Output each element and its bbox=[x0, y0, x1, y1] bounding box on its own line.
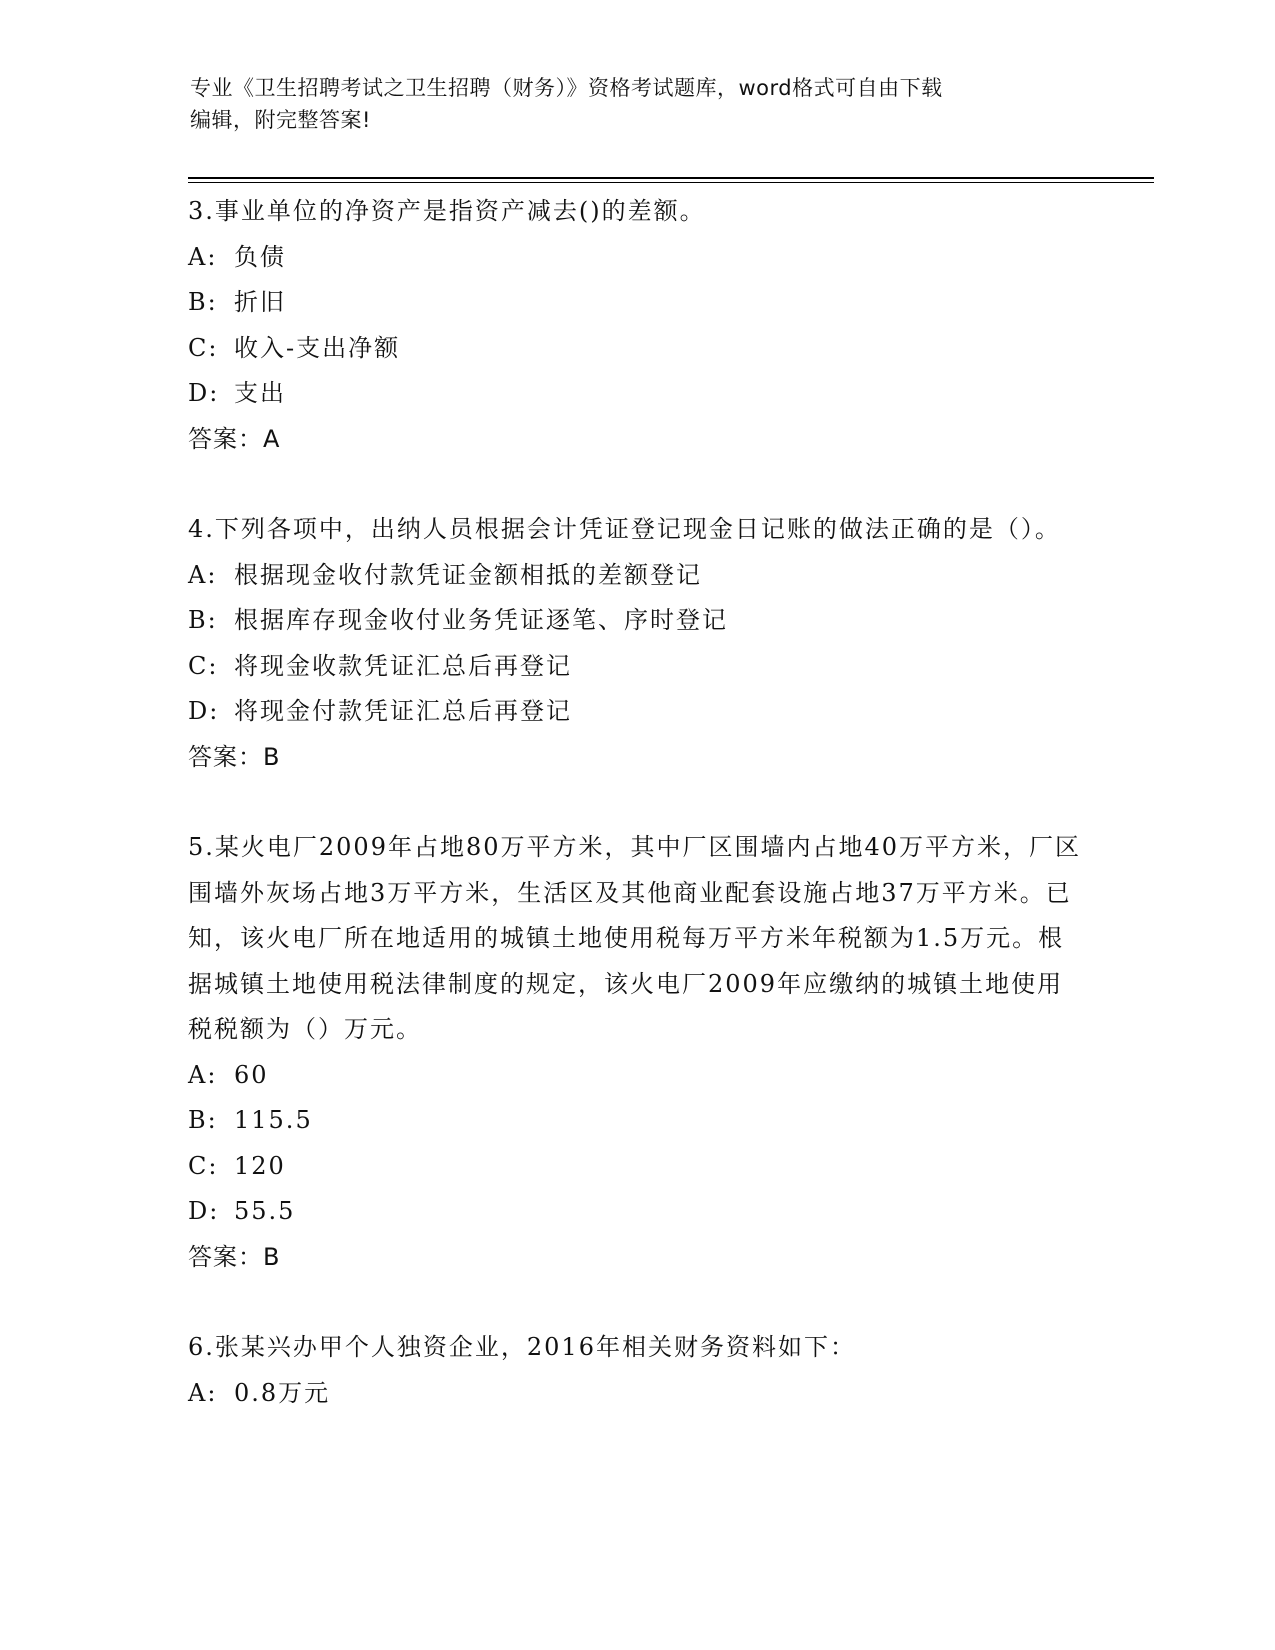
question-5 bbox=[188, 825, 1088, 1280]
option-letter: A: bbox=[188, 242, 218, 271]
option-letter: A: bbox=[188, 1060, 218, 1089]
option-letter: D: bbox=[188, 1197, 220, 1225]
option-letter: B: bbox=[188, 606, 218, 634]
option-c bbox=[188, 1144, 1088, 1190]
answer-line: 答案：B bbox=[188, 1242, 281, 1271]
option-text: 将现金付款凭证汇总后再登记 bbox=[234, 697, 572, 725]
option-a bbox=[188, 1371, 1088, 1417]
option-a bbox=[188, 1053, 1088, 1099]
header-title-line2: 编辑，附完整答案! bbox=[190, 108, 371, 132]
question-stem: 3.事业单位的净资产是指资产减去()的差额。 bbox=[188, 197, 706, 225]
option-text: 0.8万元 bbox=[234, 1378, 331, 1407]
question-spacer bbox=[188, 780, 1088, 825]
option-text: 55.5 bbox=[234, 1197, 296, 1225]
option-letter: A: bbox=[188, 560, 218, 589]
document-header bbox=[190, 72, 1080, 136]
option-text: 折旧 bbox=[234, 288, 286, 316]
question-3 bbox=[188, 189, 1088, 462]
option-b bbox=[188, 1098, 1088, 1144]
option-d bbox=[188, 689, 1088, 735]
option-letter: C: bbox=[188, 1151, 219, 1180]
option-d bbox=[188, 371, 1088, 417]
option-letter: D: bbox=[188, 379, 220, 407]
option-text: 115.5 bbox=[234, 1106, 313, 1134]
option-text: 根据库存现金收付业务凭证逐笔、序时登记 bbox=[234, 606, 728, 634]
option-text: 将现金收款凭证汇总后再登记 bbox=[234, 651, 572, 680]
header-divider-thin bbox=[188, 182, 1154, 183]
option-letter: B: bbox=[188, 1106, 218, 1134]
answer-line: 答案：A bbox=[188, 424, 281, 453]
option-text: 根据现金收付款凭证金额相抵的差额登记 bbox=[234, 560, 702, 589]
question-stem: 6.张某兴办甲个人独资企业，2016年相关财务资料如下： bbox=[188, 1333, 856, 1361]
question-spacer bbox=[188, 1280, 1088, 1325]
option-d bbox=[188, 1189, 1088, 1235]
option-b bbox=[188, 598, 1088, 644]
option-text: 120 bbox=[234, 1151, 286, 1180]
question-stem: 4.下列各项中，出纳人员根据会计凭证登记现金日记账的做法正确的是（）。 bbox=[188, 515, 1061, 543]
option-text: 支出 bbox=[234, 379, 286, 407]
option-text: 60 bbox=[234, 1060, 269, 1089]
option-text: 收入-支出净额 bbox=[234, 333, 401, 362]
answer-line: 答案：B bbox=[188, 742, 281, 771]
option-text: 负债 bbox=[234, 242, 286, 271]
question-6 bbox=[188, 1325, 1088, 1416]
option-a bbox=[188, 235, 1088, 281]
option-a bbox=[188, 553, 1088, 599]
question-stem: 5.某火电厂2009年占地80万平方米，其中厂区围墙内占地40万平方米，厂区围墙外灰场占地3万平方米，生活区及其他商业配套设施占地37万平方米。已知，该火电厂所在地适用的城镇土地使用税每万平方米年税额为1.5万元。根据城镇土地使用税法律制度的规定，该火电厂2009年应缴纳的城镇土地使用税税额为（）万元。 bbox=[188, 833, 1082, 1043]
option-letter: D: bbox=[188, 697, 220, 725]
option-b bbox=[188, 280, 1088, 326]
question-list bbox=[188, 189, 1088, 1416]
option-letter: C: bbox=[188, 651, 219, 680]
option-c bbox=[188, 326, 1088, 372]
question-4 bbox=[188, 507, 1088, 780]
option-c bbox=[188, 644, 1088, 690]
option-letter: C: bbox=[188, 333, 219, 362]
header-title-line1: 专业《卫生招聘考试之卫生招聘（财务）》资格考试题库，word格式可自由下载 bbox=[190, 76, 943, 100]
header-divider-thick bbox=[188, 177, 1154, 179]
option-letter: A: bbox=[188, 1378, 218, 1407]
question-spacer bbox=[188, 462, 1088, 507]
option-letter: B: bbox=[188, 288, 218, 316]
